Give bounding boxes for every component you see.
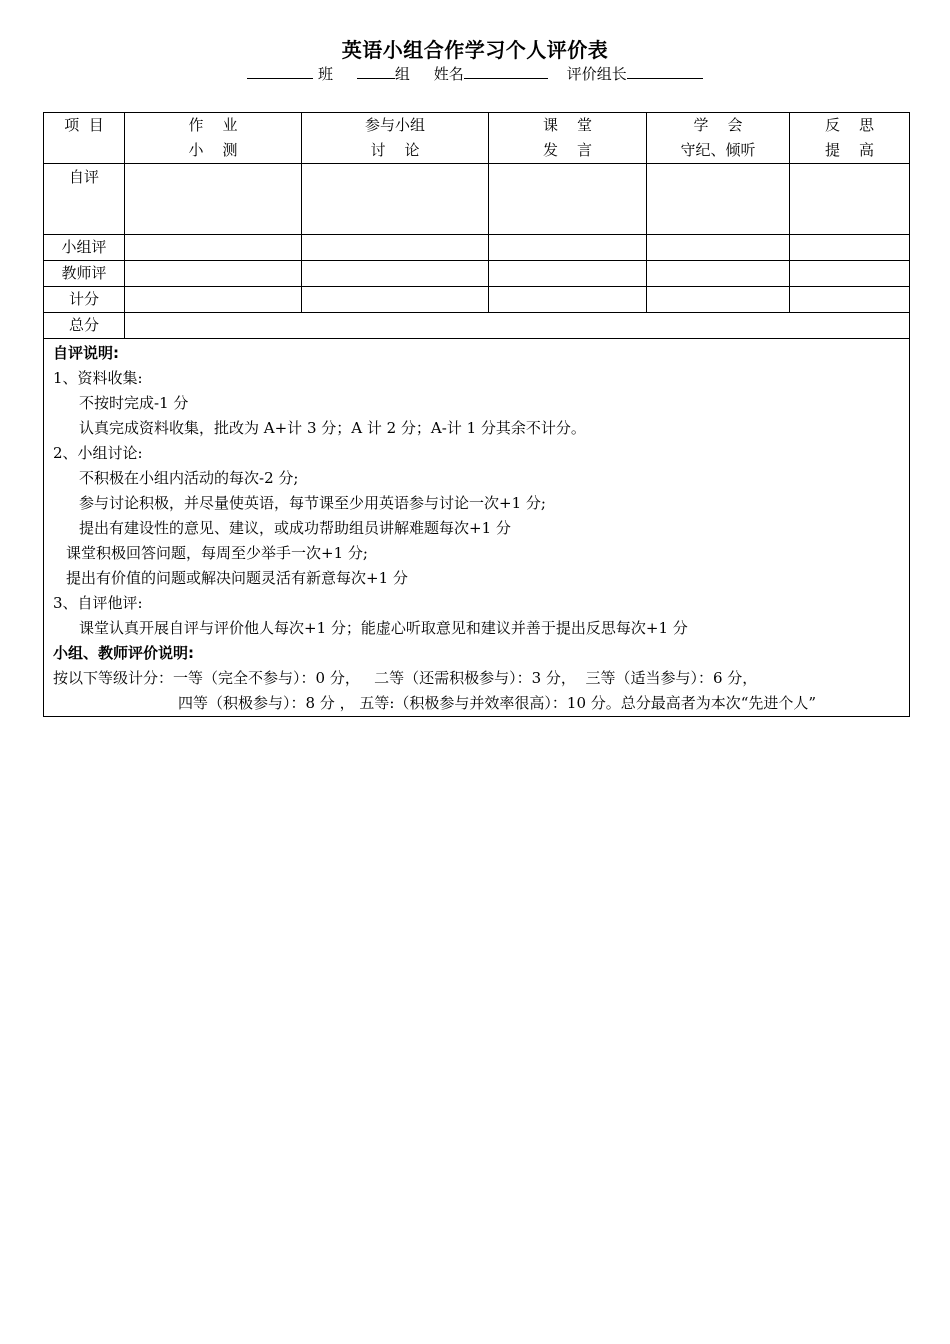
section-3-title: 3、自评他评: — [53, 594, 143, 612]
table-cell[interactable] — [125, 287, 302, 313]
table-row — [44, 287, 910, 313]
class-blank[interactable] — [247, 64, 313, 79]
header-fields — [0, 63, 950, 84]
row-label-score: 计分 — [44, 287, 125, 313]
table-cell[interactable] — [489, 164, 647, 235]
section-2-title: 2、小组讨论: — [53, 444, 143, 462]
leader-label: 评价组长 — [566, 65, 627, 83]
table-cell[interactable] — [647, 261, 790, 287]
table-cell[interactable] — [790, 287, 910, 313]
table-row — [44, 235, 910, 261]
header-item: 项 目 — [44, 113, 125, 164]
table-cell[interactable] — [790, 235, 910, 261]
notes-cell — [44, 339, 910, 717]
table-cell[interactable] — [647, 164, 790, 235]
evaluation-table — [43, 112, 910, 717]
group-teacher-heading: 小组、教师评价说明: — [53, 644, 194, 662]
table-row — [44, 164, 910, 235]
table-cell[interactable] — [302, 235, 489, 261]
row-label-teacher: 教师评 — [44, 261, 125, 287]
rule-text: 认真完成资料收集，批改为 A+计 3 分；A 计 2 分；A-计 1 分其余不计分。 — [79, 419, 586, 437]
header-row — [44, 113, 910, 164]
table-cell[interactable] — [489, 235, 647, 261]
header-discipline: 学 会 守纪、倾听 — [647, 113, 790, 164]
grading-scale-line: 按以下等级计分：一等（完全不参与）：0 分， 二等（还需积极参与）：3 分， 三等（适当参与）：6 分， — [53, 669, 758, 687]
table-cell[interactable] — [302, 261, 489, 287]
table-cell[interactable] — [790, 261, 910, 287]
class-label: 班 — [317, 65, 333, 83]
table-cell[interactable] — [125, 164, 302, 235]
table-cell[interactable] — [302, 287, 489, 313]
name-label: 姓名 — [433, 65, 464, 83]
rule-text: 提出有建设性的意见、建议，或成功帮助组员讲解难题每次+1 分 — [79, 519, 511, 537]
table-cell[interactable] — [489, 287, 647, 313]
table-cell[interactable] — [790, 164, 910, 235]
notes-row — [44, 339, 910, 717]
header-class-speech: 课 堂 发 言 — [489, 113, 647, 164]
table-cell[interactable] — [647, 287, 790, 313]
table-cell[interactable] — [302, 164, 489, 235]
table-cell[interactable] — [489, 261, 647, 287]
rule-text: 课堂认真开展自评与评价他人每次+1 分；能虚心听取意见和建议并善于提出反思每次+1 分 — [79, 619, 688, 637]
header-discussion: 参与小组 讨 论 — [302, 113, 489, 164]
grading-scale-line: 四等（积极参与）：8 分 ， 五等:（积极参与并效率很高）：10 分。总分最高者为本次“先进个人” — [178, 694, 817, 712]
header-homework: 作 业 小 测 — [125, 113, 302, 164]
row-label-group: 小组评 — [44, 235, 125, 261]
section-1-title: 1、资料收集: — [53, 369, 143, 387]
table-row — [44, 313, 910, 339]
total-cell[interactable] — [125, 313, 910, 339]
header-reflection: 反 思 提 高 — [790, 113, 910, 164]
table-cell[interactable] — [647, 235, 790, 261]
rule-text: 参与讨论积极，并尽量使英语，每节课至少用英语参与讨论一次+1 分; — [79, 494, 546, 512]
table-cell[interactable] — [125, 261, 302, 287]
name-blank[interactable] — [464, 64, 548, 79]
table-row — [44, 261, 910, 287]
rule-text: 提出有价值的问题或解决问题灵活有新意每次+1 分 — [66, 569, 408, 587]
self-eval-heading: 自评说明: — [53, 344, 119, 362]
rule-text: 不积极在小组内活动的每次-2 分; — [79, 469, 299, 487]
rule-text: 不按时完成-1 分 — [79, 394, 189, 412]
row-label-total: 总分 — [44, 313, 125, 339]
row-label-self: 自评 — [44, 164, 125, 235]
leader-blank[interactable] — [627, 64, 703, 79]
document-title: 英语小组合作学习个人评价表 — [341, 38, 609, 62]
group-blank[interactable] — [357, 64, 395, 79]
table-cell[interactable] — [125, 235, 302, 261]
group-label: 组 — [394, 65, 410, 83]
rule-text: 课堂积极回答问题，每周至少举手一次+1 分; — [66, 544, 368, 562]
